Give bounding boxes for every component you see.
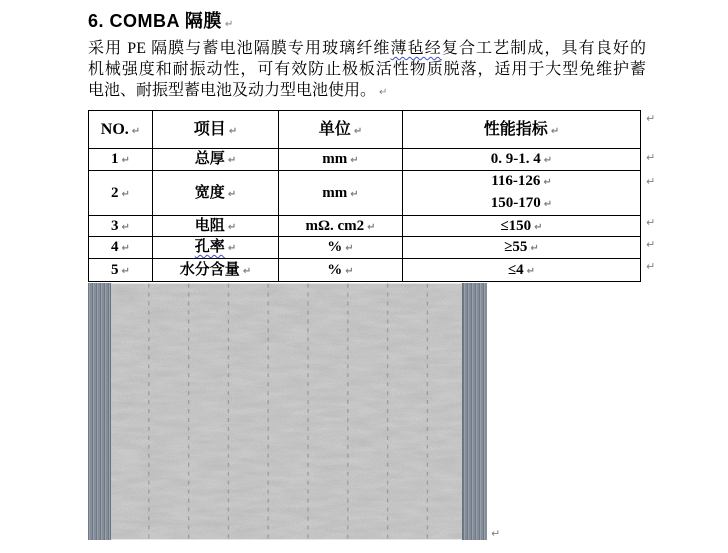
cell-mark-icon: ↵: [121, 243, 130, 255]
table-row: [89, 237, 641, 259]
cell-mark-icon: ↵: [353, 125, 363, 137]
cell-mark-icon: ↵: [350, 188, 359, 200]
cell-no: 1 ↵: [89, 149, 153, 171]
paragraph-text: 电池、耐振型蓄电池及动力型电池使用。: [88, 82, 377, 99]
paragraph-mark-icon: ↵: [379, 87, 388, 98]
cell-mark-icon: ↵: [121, 265, 130, 277]
row-end-mark-icon: ↵: [646, 151, 656, 164]
cell-mark-icon: ↵: [350, 155, 359, 167]
section-heading: [88, 7, 234, 33]
cell-mark-icon: ↵: [131, 125, 141, 137]
cell-mark-icon: ↵: [121, 188, 130, 200]
cell-value: [403, 171, 641, 216]
intro-paragraph: [88, 38, 646, 101]
cell-value: ≤4 ↵: [403, 259, 641, 282]
cell-item: [153, 237, 279, 259]
spellcheck-flagged-text: 薄毡经: [390, 40, 442, 57]
paragraph-line-2: 机械强度和耐振动性，可有效防止极板活性物质脱落，适用于大型免维护蓄: [88, 61, 646, 78]
cell-value: ≤150 ↵: [403, 216, 641, 237]
row-end-mark-icon: ↵: [646, 216, 656, 229]
value-line: 150-170 ↵: [490, 195, 553, 211]
cell-mark-icon: ↵: [345, 243, 354, 255]
header-item: 项目 ↵: [153, 111, 279, 149]
cell-mark-icon: ↵: [550, 125, 560, 137]
cell-item: 水分含量 ↵: [153, 259, 279, 282]
separator-sample-photo: [88, 283, 487, 540]
cell-no: 2 ↵: [89, 171, 153, 216]
section-heading-text: 6. COMBA 隔膜: [88, 11, 222, 31]
cell-unit: % ↵: [279, 259, 403, 282]
cell-value: ≥55 ↵: [403, 237, 641, 259]
photo-right-ribbed-edge: [462, 283, 487, 540]
photo-end-mark-icon: ↵: [491, 527, 501, 540]
header-no: NO. ↵: [89, 111, 153, 149]
cell-mark-icon: ↵: [534, 221, 543, 233]
cell-mark-icon: ↵: [367, 221, 376, 233]
cell-mark-icon: ↵: [543, 199, 553, 210]
cell-unit: mm ↵: [279, 149, 403, 171]
table-row: [89, 149, 641, 171]
cell-mark-icon: ↵: [228, 125, 238, 137]
cell-mark-icon: ↵: [345, 265, 354, 277]
cell-mark-icon: ↵: [227, 155, 237, 167]
header-spec: 性能指标 ↵: [403, 111, 641, 149]
cell-unit: % ↵: [279, 237, 403, 259]
cell-no: 5 ↵: [89, 259, 153, 282]
cell-value: 0. 9-1. 4 ↵: [403, 149, 641, 171]
cell-mark-icon: ↵: [227, 188, 237, 200]
cell-mark-icon: ↵: [121, 221, 130, 233]
cell-no: 4 ↵: [89, 237, 153, 259]
photo-fiber-texture: [111, 283, 462, 540]
cell-item: 总厚 ↵: [153, 149, 279, 171]
paragraph-line-1: [88, 38, 646, 59]
cell-mark-icon: ↵: [227, 243, 237, 255]
cell-unit: mΩ. cm2 ↵: [279, 216, 403, 237]
table-header-row: [89, 111, 641, 149]
value-line: 116-126 ↵: [491, 173, 552, 189]
table-row: [89, 259, 641, 282]
cell-item: 电阻 ↵: [153, 216, 279, 237]
paragraph-mark-icon: ↵: [224, 19, 234, 30]
row-end-mark-icon: ↵: [646, 175, 656, 188]
paragraph-text: 采用 PE 隔膜与蓄电池隔膜专用玻璃纤维: [88, 40, 391, 57]
table-row: [89, 216, 641, 237]
cell-unit: mm ↵: [279, 171, 403, 216]
photo-left-ribbed-edge: [88, 283, 111, 540]
cell-item: 宽度 ↵: [153, 171, 279, 216]
header-unit: 单位 ↵: [279, 111, 403, 149]
cell-mark-icon: ↵: [121, 155, 130, 167]
cell-mark-icon: ↵: [530, 243, 539, 255]
spec-table: [88, 110, 641, 282]
cell-no: 3 ↵: [89, 216, 153, 237]
cell-mark-icon: ↵: [242, 265, 252, 277]
cell-mark-icon: ↵: [526, 265, 536, 277]
cell-mark-icon: ↵: [543, 177, 552, 188]
paragraph-line-3: [88, 80, 646, 101]
row-end-mark-icon: ↵: [646, 112, 656, 125]
paragraph-text: 复合工艺制成，具有良好的: [441, 40, 646, 57]
row-end-mark-icon: ↵: [646, 238, 656, 251]
cell-mark-icon: ↵: [227, 221, 237, 233]
table-row: [89, 171, 641, 216]
row-end-mark-icon: ↵: [646, 260, 656, 273]
spellcheck-flagged-text: 孔率: [194, 239, 225, 256]
cell-mark-icon: ↵: [543, 155, 553, 167]
